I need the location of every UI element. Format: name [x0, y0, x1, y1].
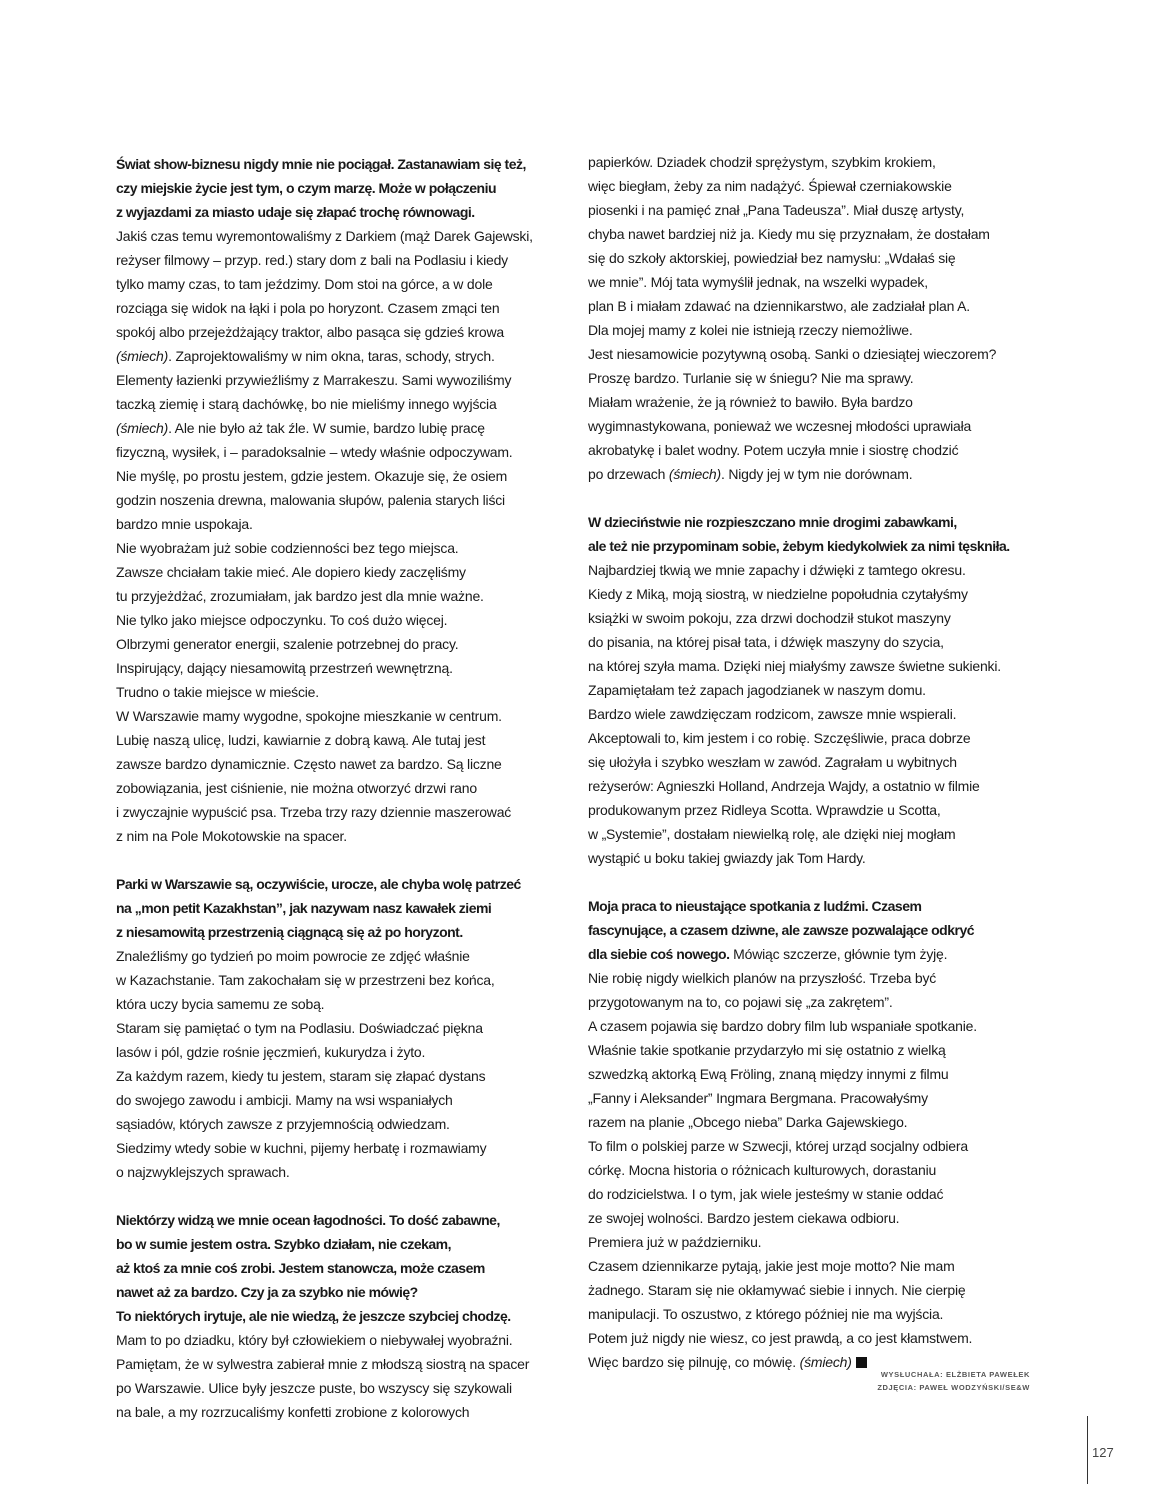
left-column-line: Siedzimy wtedy sobie w kuchni, pijemy herbatę i rozmawiamy — [116, 1140, 487, 1156]
left-column-line: Pamiętam, że w sylwestra zabierał mnie z młodszą siostrą na spacer — [116, 1356, 530, 1372]
left-column-line: Niektórzy widzą we mnie ocean łagodności. To dość zabawne, — [116, 1212, 500, 1228]
left-column-line: nawet aż za bardzo. Czy ja za szybko nie mówię? — [116, 1284, 418, 1300]
right-column-line: Właśnie takie spotkanie przydarzyło mi się ostatnio z wielką — [588, 1042, 946, 1058]
left-column-line: Olbrzymi generator energii, szalenie potrzebnej do pracy. — [116, 636, 459, 652]
left-column-line: zobowiązania, jest ciśnienie, nie można otworzyć drzwi rano — [116, 780, 477, 796]
right-column-line: córkę. Mocna historia o różnicach kulturowych, dorastaniu — [588, 1162, 937, 1178]
right-column-line: Dla mojej mamy z kolei nie istnieją rzeczy niemożliwe. — [588, 322, 913, 338]
left-column-line: Za każdym razem, kiedy tu jestem, staram się złapać dystans — [116, 1068, 486, 1084]
right-column-line: się ułożyła i szybko weszłam w zawód. Zagrałam u wybitnych — [588, 754, 957, 770]
credits — [877, 1368, 1030, 1394]
text-segment: po drzewach — [588, 466, 669, 482]
right-column-line: akrobatykę i balet wodny. Potem uczyła mnie i siostrę chodzić — [588, 442, 959, 458]
right-column-line: To film o polskiej parze w Szwecji, której urząd socjalny odbiera — [588, 1138, 968, 1154]
left-column-line: taczką ziemię i starą dachówkę, bo nie mieliśmy innego wyjścia — [116, 396, 497, 412]
left-column-line: Parki w Warszawie są, oczywiście, urocze, ale chyba wolę patrzeć — [116, 876, 521, 892]
left-column-line: Staram się pamiętać o tym na Podlasiu. Doświadczać piękna — [116, 1020, 483, 1036]
right-column-line: plan B i miałam zdawać na dziennikarstwo, ale zadziałał plan A. — [588, 298, 970, 314]
right-column-line: ale też nie przypominam sobie, żebym kiedykolwiek za nimi tęskniła. — [588, 538, 1010, 554]
left-column-line: bardzo mnie uspokaja. — [116, 516, 253, 532]
text-segment: Więc bardzo się pilnuję, co mówię. — [588, 1354, 800, 1370]
left-column-line — [116, 416, 564, 440]
text-segment: (śmiech) — [116, 420, 169, 436]
right-column-line: papierków. Dziadek chodził sprężystym, szybkim krokiem, — [588, 154, 936, 170]
right-column-line: Akceptowali to, kim jestem i co robię. Szczęśliwie, praca dobrze — [588, 730, 971, 746]
left-column-line: tu przyjeżdżać, zrozumiałam, jak bardzo jest dla mnie ważne. — [116, 588, 484, 604]
left-column-line: o najzwyklejszych sprawach. — [116, 1164, 290, 1180]
credit-photos: ZDJĘCIA: PAWEŁ WODZYŃSKI/SE&W — [877, 1383, 1030, 1392]
right-column-line: w „Systemie”, dostałam niewielką rolę, ale dzięki niej mogłam — [588, 826, 956, 842]
page-number: 127 — [1092, 1445, 1114, 1460]
left-column-line: tylko mamy czas, to tam jeździmy. Dom stoi na górce, a w dole — [116, 276, 493, 292]
end-mark-icon — [856, 1357, 867, 1368]
right-column-line: do pisania, na której pisał tata, i dźwięk maszyny do szycia, — [588, 634, 944, 650]
right-column-line: Kiedy z Miką, moją siostrą, w niedzielne popołudnia czytałyśmy — [588, 586, 968, 602]
right-column-line: fascynujące, a czasem dziwne, ale zawsze pozwalające odkryć — [588, 922, 975, 938]
page-number-rule — [1087, 1416, 1088, 1484]
right-column-line — [588, 462, 1028, 486]
left-column-line: Elementy łazienki przywieźliśmy z Marrakeszu. Sami wywoziliśmy — [116, 372, 512, 388]
left-column-line: z wyjazdami za miasto udaje się złapać trochę równowagi. — [116, 204, 475, 220]
left-column-line: Lubię naszą ulicę, ludzi, kawiarnie z dobrą kawą. Ale tutaj jest — [116, 732, 486, 748]
left-column-line: zawsze bardzo dynamicznie. Często nawet za bardzo. Są liczne — [116, 756, 502, 772]
right-column-line: manipulacji. To oszustwo, z którego później nie ma wyjścia. — [588, 1306, 944, 1322]
left-column-line: Zawsze chciałam takie mieć. Ale dopiero kiedy zaczęliśmy — [116, 564, 466, 580]
right-column-line: chyba nawet bardziej niż ja. Kiedy mu się przyznałam, że dostałam — [588, 226, 990, 242]
text-segment: (śmiech) — [116, 348, 169, 364]
left-column-line: Inspirujący, dający niesamowitą przestrzeń wewnętrzną. — [116, 660, 453, 676]
right-column-line: wygimnastykowana, ponieważ we wczesnej młodości uprawiała — [588, 418, 972, 434]
right-column-line: piosenki i na pamięć znał „Pana Tadeusza”. Miał duszę artysty, — [588, 202, 965, 218]
text-segment: . Ale nie było aż tak źle. W sumie, bardzo lubię pracę — [168, 420, 485, 436]
credit-interview: WYSŁUCHAŁA: ELŻBIETA PAWEŁEK — [880, 1370, 1030, 1379]
left-column-line: Trudno o takie miejsce w mieście. — [116, 684, 319, 700]
right-column-line: Jest niesamowicie pozytywną osobą. Sanki o dziesiątej wieczorem? — [588, 346, 997, 362]
left-column-line: fizyczną, wysiłek, i – paradoksalnie – wtedy właśnie odpoczywam. — [116, 444, 513, 460]
left-column-line: w Kazachstanie. Tam zakochałam się w przestrzeni bez końca, — [116, 972, 495, 988]
left-column-line: która uczy bycia samemu ze sobą. — [116, 996, 325, 1012]
right-column-line: Premiera już w październiku. — [588, 1234, 762, 1250]
left-column-line: rozciąga się widok na łąki i pola po horyzont. Czasem zmąci ten — [116, 300, 500, 316]
right-column-line: W dzieciństwie nie rozpieszczano mnie drogimi zabawkami, — [588, 514, 957, 530]
right-column-line: książki w swoim pokoju, zza drzwi dochodził stukot maszyny — [588, 610, 951, 626]
left-column-line: na bale, a my rozrzucaliśmy konfetti zrobione z kolorowych — [116, 1404, 470, 1420]
left-column-line — [116, 344, 564, 368]
right-column-line: A czasem pojawia się bardzo dobry film lub wspaniałe spotkanie. — [588, 1018, 977, 1034]
text-segment: (śmiech) — [799, 1354, 852, 1370]
article-right-column — [588, 150, 1028, 1374]
text-segment: (śmiech) — [668, 466, 721, 482]
right-column-line — [588, 942, 1028, 966]
left-column-line: Świat show-biznesu nigdy mnie nie pociągał. Zastanawiam się też, — [116, 156, 526, 172]
right-column-line: reżyserów: Agnieszki Holland, Andrzeja Wajdy, a ostatnio w filmie — [588, 778, 980, 794]
right-column-line: Bardzo wiele zawdzięczam rodzicom, zawsze mnie wspierali. — [588, 706, 957, 722]
left-column-line: To niektórych irytuje, ale nie wiedzą, że jeszcze szybciej chodzę. — [116, 1308, 511, 1324]
right-column-line: żadnego. Staram się nie okłamywać siebie i innych. Nie cierpię — [588, 1282, 966, 1298]
right-column-line: więc biegłam, żeby za nim nadążyć. Śpiewał czerniakowskie — [588, 178, 952, 194]
left-column-line: sąsiadów, których zawsze z przyjemnością odwiedzam. — [116, 1116, 450, 1132]
left-column-line: W Warszawie mamy wygodne, spokojne mieszkanie w centrum. — [116, 708, 502, 724]
right-column-line: się do szkoły aktorskiej, powiedział bez namysłu: „Wdałaś się — [588, 250, 956, 266]
right-column-line: Potem już nigdy nie wiesz, co jest prawdą, a co jest kłamstwem. — [588, 1330, 973, 1346]
article-left-column — [116, 152, 564, 1424]
left-column-line: lasów i pól, gdzie rośnie jęczmień, kukurydza i żyto. — [116, 1044, 426, 1060]
right-column-line: Zapamiętałam też zapach jagodzianek w naszym domu. — [588, 682, 926, 698]
left-column-line: do swojego zawodu i ambicji. Mamy na wsi wspaniałych — [116, 1092, 453, 1108]
right-column-line: Najbardziej tkwią we mnie zapachy i dźwięki z tamtego okresu. — [588, 562, 966, 578]
right-column-line: Nie robię nigdy wielkich planów na przyszłość. Trzeba być — [588, 970, 937, 986]
right-column-line: „Fanny i Aleksander” Ingmara Bergmana. Pracowałyśmy — [588, 1090, 928, 1106]
left-column-line: Nie tylko jako miejsce odpoczynku. To coś dużo więcej. — [116, 612, 448, 628]
right-column-line: na której szyła mama. Dzięki niej miałyśmy zawsze świetne sukienki. — [588, 658, 1001, 674]
right-column-line: Moja praca to nieustające spotkania z ludźmi. Czasem — [588, 898, 922, 914]
left-column-line: godzin noszenia drewna, malowania słupów, palenia starych liści — [116, 492, 505, 508]
left-column-line: z nim na Pole Mokotowskie na spacer. — [116, 828, 347, 844]
text-segment: Mówiąc szczerze, głównie tym żyję. — [729, 946, 948, 962]
left-column-line: spokój albo przejeżdżający traktor, albo pasąca się gdzieś krowa — [116, 324, 504, 340]
left-column-line: aż ktoś za mnie coś zrobi. Jestem stanowcza, może czasem — [116, 1260, 485, 1276]
text-segment: . Zaprojektowaliśmy w nim okna, taras, schody, strych. — [168, 348, 495, 364]
right-column-line: Miałam wrażenie, że ją również to bawiło. Była bardzo — [588, 394, 913, 410]
left-column-line: i zwyczajnie wypuścić psa. Trzeba trzy razy dziennie maszerować — [116, 804, 512, 820]
right-column-line: we mnie”. Mój tata wymyślił jednak, na wszelki wypadek, — [588, 274, 928, 290]
left-column-line: Nie wyobrażam już sobie codzienności bez tego miejsca. — [116, 540, 459, 556]
right-column-line: wystąpić u boku takiej gwiazdy jak Tom Hardy. — [588, 850, 866, 866]
left-column-line: po Warszawie. Ulice były jeszcze puste, bo wszyscy się szykowali — [116, 1380, 512, 1396]
left-column-line: Jakiś czas temu wyremontowaliśmy z Darkiem (mąż Darek Gajewski, — [116, 228, 533, 244]
left-column-line: czy miejskie życie jest tym, o czym marzę. Może w połączeniu — [116, 180, 497, 196]
left-column-line: reżyser filmowy – przyp. red.) stary dom z bali na Podlasiu i kiedy — [116, 252, 508, 268]
right-column-line: Czasem dziennikarze pytają, jakie jest moje motto? Nie mam — [588, 1258, 955, 1274]
left-column-line: na „mon petit Kazakhstan”, jak nazywam nasz kawałek ziemi — [116, 900, 492, 916]
left-column-line: Nie myślę, po prostu jestem, gdzie jestem. Okazuje się, że osiem — [116, 468, 508, 484]
text-segment: . Nigdy jej w tym nie dorównam. — [720, 466, 913, 482]
right-column-line: produkowanym przez Ridleya Scotta. Wprawdzie u Scotta, — [588, 802, 941, 818]
left-column-line: Mam to po dziadku, który był człowiekiem o niebywałej wyobraźni. — [116, 1332, 513, 1348]
right-column-line: razem na planie „Obcego nieba” Darka Gajewskiego. — [588, 1114, 908, 1130]
right-column-line: szwedzką aktorką Ewą Fröling, znaną między innymi z filmu — [588, 1066, 949, 1082]
right-column-line: przygotowanym na to, co pojawi się „za zakrętem”. — [588, 994, 893, 1010]
left-column-line: bo w sumie jestem ostra. Szybko działam, nie czekam, — [116, 1236, 452, 1252]
right-column-line: Proszę bardzo. Turlanie się w śniegu? Nie ma sprawy. — [588, 370, 914, 386]
left-column-line: z niesamowitą przestrzenią ciągnącą się aż po horyzont. — [116, 924, 463, 940]
right-column-line: do rodzicielstwa. I o tym, jak wiele jesteśmy w stanie oddać — [588, 1186, 944, 1202]
left-column-line: Znaleźliśmy go tydzień po moim powrocie ze zdjęć właśnie — [116, 948, 470, 964]
right-column-line: ze swojej wolności. Bardzo jestem ciekawa odbioru. — [588, 1210, 900, 1226]
text-segment: dla siebie coś nowego. — [588, 946, 730, 962]
